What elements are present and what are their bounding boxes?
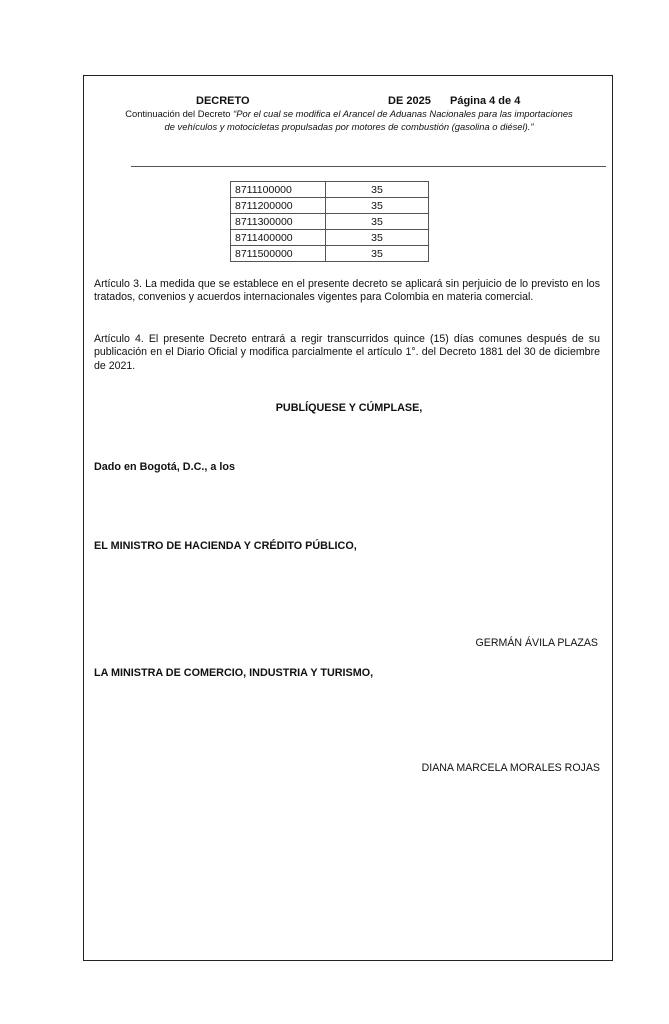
tariff-value: 35 (326, 230, 429, 246)
minister-hacienda-name: GERMÁN ÁVILA PLAZAS (475, 637, 598, 649)
minister-hacienda-title: EL MINISTRO DE HACIENDA Y CRÉDITO PÚBLICO, (94, 540, 357, 552)
tariff-value: 35 (326, 214, 429, 230)
continuation-prefix: Continuación del Decreto (125, 108, 234, 119)
tariff-table (230, 181, 429, 262)
tariff-code: 8711400000 (231, 230, 326, 246)
tariff-code: 8711100000 (231, 182, 326, 198)
table-row (231, 198, 429, 214)
tariff-code: 8711200000 (231, 198, 326, 214)
separator-line (131, 166, 606, 167)
table-row (231, 230, 429, 246)
page-frame (83, 75, 613, 961)
table-row (231, 182, 429, 198)
tariff-value: 35 (326, 198, 429, 214)
header-page-number: Página 4 de 4 (450, 95, 521, 107)
article-3: Artículo 3. La medida que se establece en el presente decreto se aplicará sin perjuicio de lo previsto en los tratados, convenios y acuerdos internacionales vigentes para Colombia en materia comercial. (94, 278, 600, 304)
tariff-value: 35 (326, 182, 429, 198)
minister-comercio-title: LA MINISTRA DE COMERCIO, INDUSTRIA Y TURISMO, (94, 667, 374, 679)
continuation-note (124, 108, 574, 133)
given-in: Dado en Bogotá, D.C., a los (94, 461, 235, 473)
minister-comercio-name: DIANA MARCELA MORALES ROJAS (421, 762, 600, 774)
tariff-code: 8711300000 (231, 214, 326, 230)
table-row (231, 214, 429, 230)
header-year: DE 2025 (388, 95, 431, 107)
header-decreto: DECRETO (196, 95, 250, 107)
article-4: Artículo 4. El presente Decreto entrará a regir transcurridos quince (15) días comunes después de su publicación en el Diario Oficial y modifica parcialmente el artículo 1°. del Decreto 1881 del 30 de diciembre de 2021. (94, 333, 600, 372)
publish-statement: PUBLÍQUESE Y CÚMPLASE, (275, 402, 423, 414)
tariff-code: 8711500000 (231, 246, 326, 262)
tariff-value: 35 (326, 246, 429, 262)
decree-title: “Por el cual se modifica el Arancel de Aduanas Nacionales para las importaciones de vehículos y motocicletas propulsadas por motores de combustión (gasolina o diésel).” (164, 108, 573, 132)
table-row (231, 246, 429, 262)
